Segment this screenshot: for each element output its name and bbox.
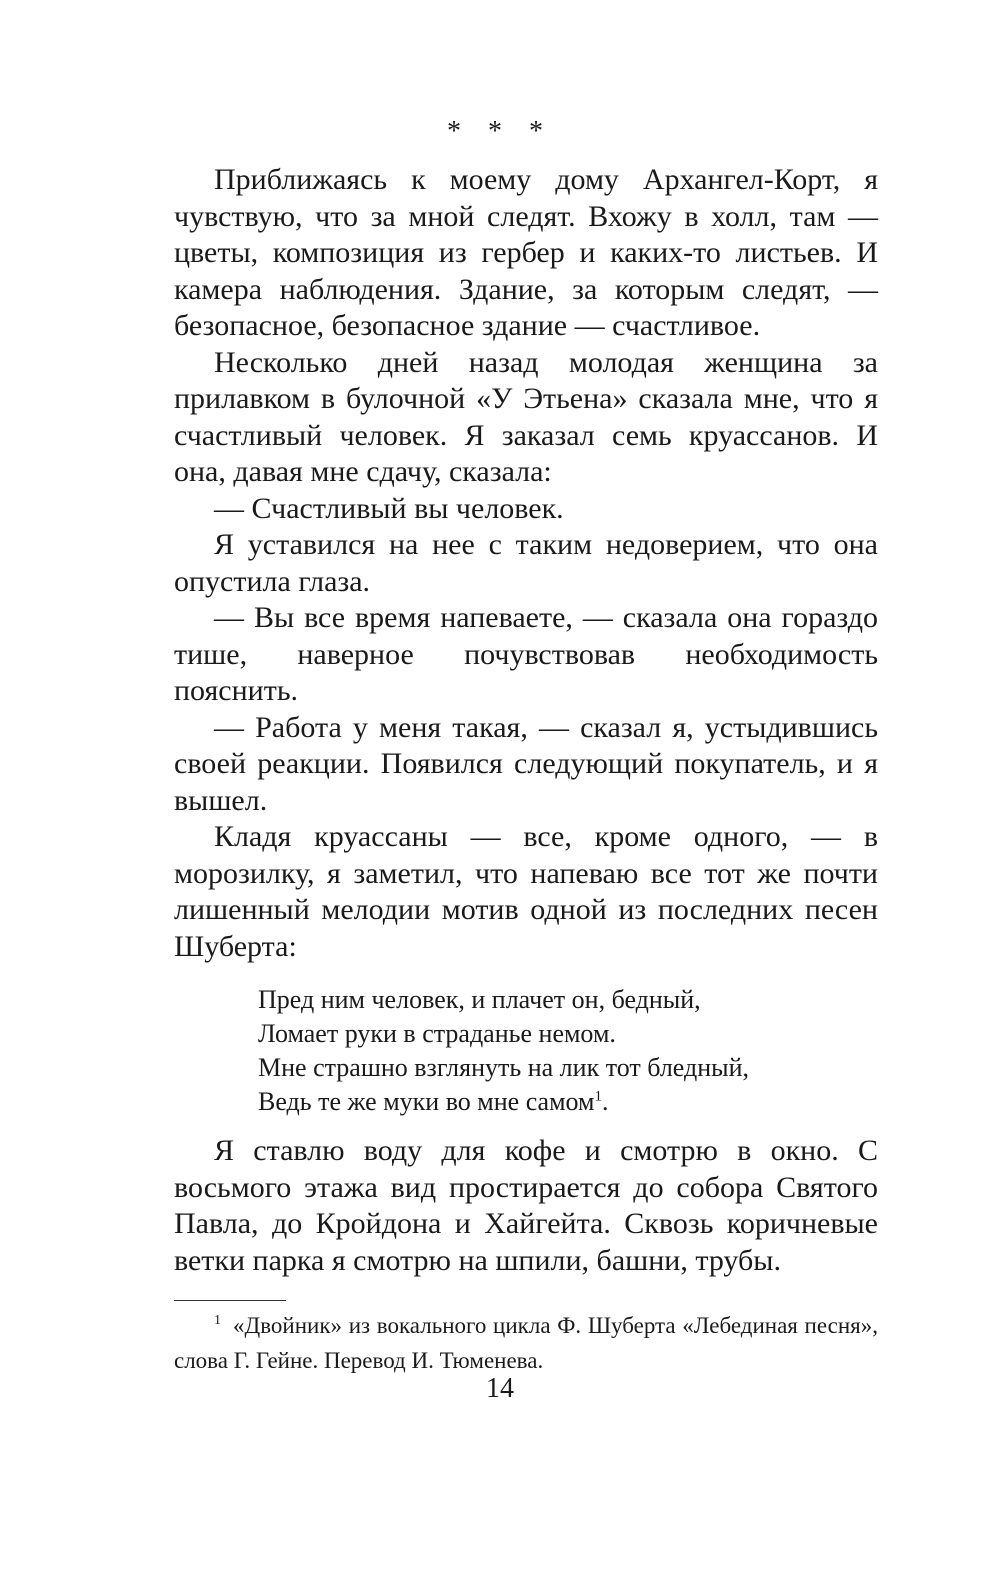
poem-trailing-punctuation: . (602, 1087, 609, 1116)
body-text-bottom (174, 1133, 878, 1279)
footnote-text: «Двойник» из вокального цикла Ф. Шуберта «Лебединая песня», слова Г. Гейне. Перевод И. Тюменева. (174, 1313, 878, 1373)
paragraph: Кладя круассаны — все, кроме одного, — в морозилку, я заметил, что напеваю все тот же почти лишенный мелодии мотив одной из последних песен Шуберта: (174, 820, 878, 963)
section-separator: * * * (447, 116, 553, 147)
body-text-top (174, 162, 878, 965)
paragraph: — Работа у меня такая, — сказал я, устыдившись своей реакции. Появился следующий покупатель, и я вышел. (174, 710, 878, 817)
poem-line: Пред ним человек, и плачет он, бедный, (258, 985, 701, 1014)
poem-quote (258, 983, 878, 1119)
footnote-divider (174, 1300, 286, 1301)
footnote-mark: 1 (214, 1313, 221, 1329)
footnote (174, 1308, 878, 1378)
paragraph: Приближаясь к моему дому Архангел-Корт, я чувствую, что за мной следят. Вхожу в холл, там — цветы, композиция из гербер и каких-то листьев. И камера наблюдения. Здание, за которым следят, — безопасное, безопасное здание — счастливое. (174, 163, 878, 342)
paragraph: Несколько дней назад молодая женщина за прилавком в булочной «У Этьена» сказала мне, что я счастливый человек. Я заказал семь круассанов. И она, давая мне сдачу, сказала: (174, 345, 878, 488)
poem-line-text: Ведь те же муки во мне самом (258, 1087, 595, 1116)
paragraph: — Счастливый вы человек. (214, 491, 564, 525)
poem-line-last (258, 1085, 878, 1119)
footnote-reference[interactable]: 1 (594, 1088, 603, 1105)
paragraph: — Вы все время напеваете, — сказала она гораздо тише, наверное почувствовав необходимость пояснить. (174, 601, 878, 707)
paragraph: Я ставлю воду для кофе и смотрю в окно. С восьмого этажа вид простирается до собора Святого Павла, до Кройдона и Хайгейта. Сквозь коричневые ветки парка я смотрю на шпили, башни, трубы. (174, 1134, 878, 1277)
paragraph: Я уставился на нее с таким недоверием, что она опустила глаза. (174, 528, 878, 598)
page-number: 14 (486, 1373, 514, 1404)
poem-line: Ломает руки в страданье немом. (258, 1019, 616, 1048)
poem-line: Мне страшно взглянуть на лик тот бледный, (258, 1053, 750, 1082)
